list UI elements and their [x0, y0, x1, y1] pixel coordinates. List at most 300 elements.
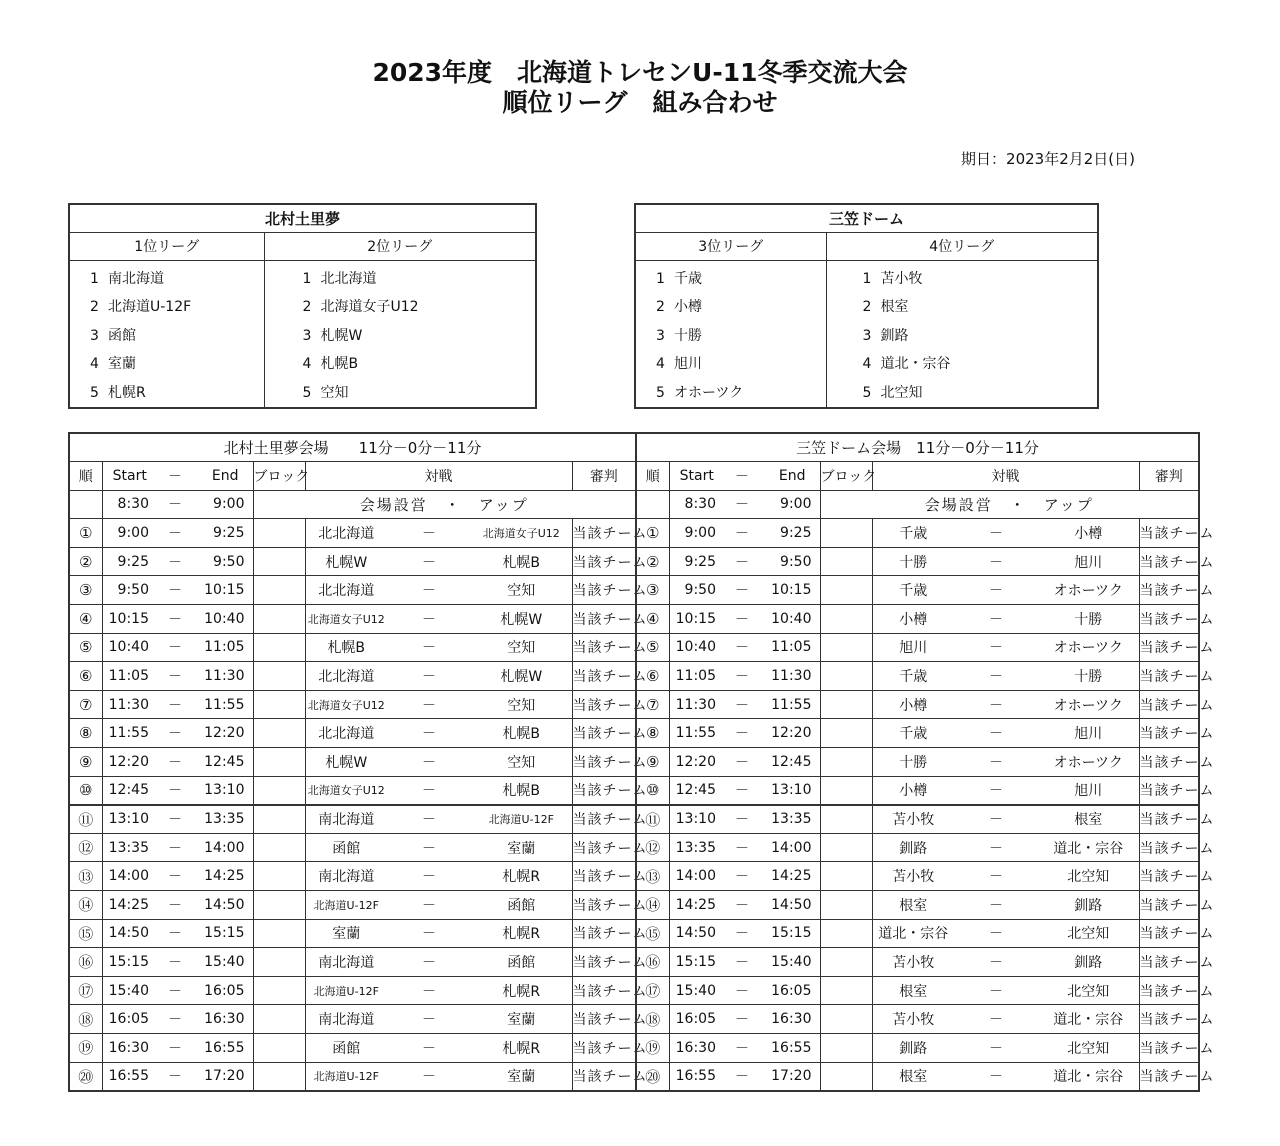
time-dash: －	[157, 576, 193, 605]
match-block	[253, 1033, 305, 1062]
match-home-team: 千歳	[872, 519, 954, 548]
match-start: 9:25	[102, 547, 157, 576]
match-end: 9:25	[193, 519, 253, 548]
match-start: 14:50	[669, 919, 724, 948]
match-row	[636, 633, 1199, 662]
col-block: ブロック	[820, 462, 872, 491]
setup-start: 8:30	[102, 490, 157, 519]
match-vs: －	[387, 662, 471, 691]
match-block	[253, 1005, 305, 1034]
match-block	[820, 605, 872, 634]
match-vs: －	[954, 948, 1038, 977]
match-home-team: 札幌W	[305, 547, 387, 576]
match-number: ⑱	[69, 1005, 102, 1034]
time-dash: －	[157, 633, 193, 662]
match-number: ⑥	[636, 662, 669, 691]
match-row	[636, 719, 1199, 748]
match-end: 16:55	[760, 1033, 820, 1062]
match-start: 14:25	[669, 891, 724, 920]
match-row	[636, 1062, 1199, 1091]
match-number: ①	[636, 519, 669, 548]
time-dash: －	[157, 519, 193, 548]
col-referee: 審判	[1139, 462, 1199, 491]
match-home-team: 函館	[305, 1033, 387, 1062]
match-away-team: 札幌B	[471, 776, 572, 805]
match-vs: －	[387, 633, 471, 662]
match-start: 11:05	[669, 662, 724, 691]
match-start: 12:45	[669, 776, 724, 805]
match-number: ⑦	[69, 690, 102, 719]
match-row	[69, 748, 636, 777]
league-team: 3 函館	[90, 327, 136, 344]
match-referee: 当該チーム	[1139, 862, 1199, 891]
match-row	[636, 862, 1199, 891]
document-title: 2023年度 北海道トレセンU-11冬季交流大会	[372, 58, 908, 87]
setup-dash: －	[157, 490, 193, 519]
league-team-list	[826, 260, 1098, 408]
col-start: Start	[102, 462, 157, 491]
match-away-team: 函館	[471, 891, 572, 920]
time-dash: －	[157, 891, 193, 920]
league-group-name: 2位リーグ	[264, 232, 536, 260]
match-referee: 当該チーム	[1139, 662, 1199, 691]
match-vs: －	[954, 633, 1038, 662]
match-row	[636, 948, 1199, 977]
time-dash: －	[724, 862, 760, 891]
match-start: 16:30	[102, 1033, 157, 1062]
match-vs: －	[954, 919, 1038, 948]
match-block	[820, 862, 872, 891]
match-end: 13:35	[760, 805, 820, 834]
match-block	[820, 976, 872, 1005]
match-row	[69, 948, 636, 977]
match-block	[253, 748, 305, 777]
match-home-team: 北北海道	[305, 519, 387, 548]
match-away-team: 十勝	[1038, 662, 1139, 691]
match-away-team: 北海道U-12F	[471, 805, 572, 834]
match-start: 10:40	[669, 633, 724, 662]
match-block	[253, 633, 305, 662]
match-block	[253, 690, 305, 719]
match-block	[820, 891, 872, 920]
league-team: 3 十勝	[656, 327, 702, 344]
match-referee: 当該チーム	[1139, 633, 1199, 662]
match-away-team: 道北・宗谷	[1038, 1005, 1139, 1034]
match-block	[253, 805, 305, 834]
time-dash: －	[724, 948, 760, 977]
schedule-venue-title: 北村土里夢会場 11分－0分－11分	[69, 433, 636, 462]
match-start: 13:10	[102, 805, 157, 834]
match-block	[253, 1062, 305, 1091]
match-vs: －	[954, 1005, 1038, 1034]
league-team: 1 北北海道	[302, 270, 377, 287]
match-referee: 当該チーム	[1139, 690, 1199, 719]
time-dash: －	[157, 605, 193, 634]
match-end: 12:45	[760, 748, 820, 777]
match-vs: －	[387, 976, 471, 1005]
league-team: 1 苫小牧	[862, 270, 923, 287]
match-block	[820, 547, 872, 576]
match-start: 15:15	[102, 948, 157, 977]
match-row	[69, 519, 636, 548]
match-home-team: 釧路	[872, 1033, 954, 1062]
match-end: 16:30	[760, 1005, 820, 1034]
match-number: ⑯	[636, 948, 669, 977]
match-home-team: 十勝	[872, 748, 954, 777]
match-block	[253, 519, 305, 548]
match-end: 11:05	[760, 633, 820, 662]
match-end: 15:15	[193, 919, 253, 948]
time-dash: －	[724, 605, 760, 634]
schedule-table-kitamura	[68, 432, 648, 1092]
league-team-list	[69, 260, 264, 408]
match-away-team: オホーツク	[1038, 748, 1139, 777]
match-away-team: 札幌R	[471, 1033, 572, 1062]
match-end: 11:55	[193, 690, 253, 719]
league-team: 2 小樽	[656, 299, 702, 315]
match-block	[820, 805, 872, 834]
match-start: 12:20	[102, 748, 157, 777]
league-team: 3 札幌W	[302, 327, 363, 344]
match-end: 12:20	[193, 719, 253, 748]
match-number: ⑰	[69, 976, 102, 1005]
time-dash: －	[157, 1062, 193, 1091]
match-referee: 当該チーム	[572, 948, 636, 977]
time-dash: －	[724, 976, 760, 1005]
match-row	[636, 805, 1199, 834]
match-home-team: 苫小牧	[872, 948, 954, 977]
league-team: 4 札幌B	[302, 356, 359, 372]
match-number: ⑧	[69, 719, 102, 748]
schedule-table-mikasa	[635, 432, 1215, 1092]
match-number: ⑮	[69, 919, 102, 948]
match-away-team: 釧路	[1038, 891, 1139, 920]
match-number: ③	[636, 576, 669, 605]
match-block	[253, 919, 305, 948]
match-home-team: 函館	[305, 833, 387, 862]
match-end: 16:30	[193, 1005, 253, 1034]
col-block: ブロック	[253, 462, 305, 491]
match-start: 12:20	[669, 748, 724, 777]
match-number: ⑩	[69, 776, 102, 805]
match-home-team: 釧路	[872, 833, 954, 862]
league-group-name: 3位リーグ	[635, 232, 826, 260]
document-subtitle: 順位リーグ 組み合わせ	[502, 88, 778, 117]
league-team: 1 南北海道	[90, 270, 164, 287]
match-number: ⑱	[636, 1005, 669, 1034]
match-vs: －	[387, 690, 471, 719]
match-vs: －	[387, 519, 471, 548]
match-end: 17:20	[760, 1062, 820, 1091]
match-referee: 当該チーム	[1139, 576, 1199, 605]
match-block	[820, 748, 872, 777]
league-group-name: 1位リーグ	[69, 232, 264, 260]
setup-label: 会場設営 ・ アップ	[253, 490, 636, 519]
match-away-team: 函館	[471, 948, 572, 977]
match-number: ⑧	[636, 719, 669, 748]
match-number: ④	[636, 605, 669, 634]
match-row	[69, 547, 636, 576]
time-dash: －	[724, 776, 760, 805]
league-team: 4 室蘭	[90, 356, 136, 372]
match-number: ③	[69, 576, 102, 605]
match-start: 11:55	[102, 719, 157, 748]
match-end: 15:40	[193, 948, 253, 977]
match-referee: 当該チーム	[572, 1005, 636, 1034]
match-home-team: 南北海道	[305, 1005, 387, 1034]
match-referee: 当該チーム	[572, 576, 636, 605]
setup-label: 会場設営 ・ アップ	[820, 490, 1199, 519]
match-block	[253, 891, 305, 920]
time-dash: －	[724, 690, 760, 719]
match-block	[820, 576, 872, 605]
match-end: 11:55	[760, 690, 820, 719]
league-team: 5 空知	[302, 384, 349, 401]
time-dash: －	[157, 547, 193, 576]
match-vs: －	[387, 748, 471, 777]
match-number: ⑫	[69, 833, 102, 862]
match-referee: 当該チーム	[572, 919, 636, 948]
match-referee: 当該チーム	[1139, 976, 1199, 1005]
match-home-team: 北海道U-12F	[305, 1062, 387, 1091]
match-home-team: 根室	[872, 1062, 954, 1091]
match-away-team: 室蘭	[471, 1005, 572, 1034]
match-block	[253, 605, 305, 634]
match-home-team: 北海道女子U12	[305, 690, 387, 719]
match-start: 10:15	[669, 605, 724, 634]
match-end: 14:50	[193, 891, 253, 920]
match-row	[69, 805, 636, 834]
match-start: 16:05	[669, 1005, 724, 1034]
match-home-team: 道北・宗谷	[872, 919, 954, 948]
match-home-team: 千歳	[872, 662, 954, 691]
match-away-team: 十勝	[1038, 605, 1139, 634]
match-referee: 当該チーム	[572, 776, 636, 805]
schedule-venue-title: 三笠ドーム会場 11分－0分－11分	[636, 433, 1199, 462]
match-start: 13:35	[669, 833, 724, 862]
match-start: 16:05	[102, 1005, 157, 1034]
match-number: ⑰	[636, 976, 669, 1005]
match-block	[253, 976, 305, 1005]
match-away-team: 室蘭	[471, 833, 572, 862]
match-referee: 当該チーム	[572, 833, 636, 862]
match-away-team: オホーツク	[1038, 690, 1139, 719]
match-vs: －	[954, 690, 1038, 719]
match-home-team: 根室	[872, 891, 954, 920]
match-home-team: 北海道女子U12	[305, 605, 387, 634]
match-referee: 当該チーム	[572, 862, 636, 891]
match-row	[636, 690, 1199, 719]
match-home-team: 北海道女子U12	[305, 776, 387, 805]
match-vs: －	[387, 1062, 471, 1091]
league-team: 5 札幌R	[90, 384, 146, 401]
match-row	[69, 1033, 636, 1062]
match-row	[636, 976, 1199, 1005]
match-start: 11:55	[669, 719, 724, 748]
match-block	[253, 719, 305, 748]
match-home-team: 札幌W	[305, 748, 387, 777]
match-referee: 当該チーム	[572, 662, 636, 691]
time-dash: －	[724, 891, 760, 920]
match-referee: 当該チーム	[572, 633, 636, 662]
match-vs: －	[954, 605, 1038, 634]
time-dash: －	[157, 1005, 193, 1034]
match-number: ⑳	[69, 1062, 102, 1091]
match-vs: －	[954, 547, 1038, 576]
match-home-team: 北北海道	[305, 719, 387, 748]
match-referee: 当該チーム	[1139, 547, 1199, 576]
match-home-team: 北北海道	[305, 576, 387, 605]
time-dash: －	[157, 662, 193, 691]
match-block	[820, 776, 872, 805]
match-away-team: 室蘭	[471, 1062, 572, 1091]
match-referee: 当該チーム	[572, 690, 636, 719]
match-away-team: 道北・宗谷	[1038, 1062, 1139, 1091]
match-home-team: 苫小牧	[872, 1005, 954, 1034]
league-team: 4 旭川	[656, 356, 702, 372]
match-referee: 当該チーム	[572, 1033, 636, 1062]
time-dash: －	[157, 690, 193, 719]
match-row	[636, 1033, 1199, 1062]
match-home-team: 北海道U-12F	[305, 891, 387, 920]
match-row	[69, 919, 636, 948]
match-referee: 当該チーム	[572, 891, 636, 920]
match-number: ⑭	[69, 891, 102, 920]
match-away-team: 道北・宗谷	[1038, 833, 1139, 862]
match-referee: 当該チーム	[572, 805, 636, 834]
match-number: ⑲	[636, 1033, 669, 1062]
setup-start: 8:30	[669, 490, 724, 519]
col-end: End	[760, 462, 820, 491]
event-date: 期日：2023年2月2日(日)	[961, 150, 1135, 168]
match-start: 9:50	[669, 576, 724, 605]
match-number: ⑪	[636, 805, 669, 834]
match-number: ⑨	[636, 748, 669, 777]
match-referee: 当該チーム	[1139, 833, 1199, 862]
match-vs: －	[387, 776, 471, 805]
match-row	[69, 776, 636, 805]
match-block	[820, 662, 872, 691]
match-number: ⑯	[69, 948, 102, 977]
match-block	[253, 662, 305, 691]
match-referee: 当該チーム	[1139, 1062, 1199, 1091]
match-end: 10:40	[760, 605, 820, 634]
match-vs: －	[387, 605, 471, 634]
match-row	[69, 1062, 636, 1091]
match-away-team: 北空知	[1038, 862, 1139, 891]
match-away-team: 旭川	[1038, 719, 1139, 748]
match-referee: 当該チーム	[1139, 719, 1199, 748]
match-row	[636, 576, 1199, 605]
match-row	[69, 862, 636, 891]
match-start: 12:45	[102, 776, 157, 805]
match-away-team: 北海道女子U12	[471, 519, 572, 548]
match-number: ⑥	[69, 662, 102, 691]
col-order: 順	[69, 462, 102, 491]
match-vs: －	[954, 1062, 1038, 1091]
match-end: 9:25	[760, 519, 820, 548]
match-start: 16:55	[669, 1062, 724, 1091]
match-vs: －	[387, 919, 471, 948]
match-home-team: 南北海道	[305, 948, 387, 977]
match-vs: －	[387, 1033, 471, 1062]
match-away-team: 釧路	[1038, 948, 1139, 977]
match-end: 16:05	[760, 976, 820, 1005]
match-number: ⑮	[636, 919, 669, 948]
match-home-team: 千歳	[872, 576, 954, 605]
match-block	[253, 576, 305, 605]
match-start: 14:00	[669, 862, 724, 891]
match-row	[69, 976, 636, 1005]
match-number: ⑤	[636, 633, 669, 662]
match-start: 9:00	[669, 519, 724, 548]
match-block	[253, 948, 305, 977]
match-row	[69, 1005, 636, 1034]
match-away-team: 札幌R	[471, 976, 572, 1005]
match-home-team: 札幌B	[305, 633, 387, 662]
match-number: ⑭	[636, 891, 669, 920]
match-row	[636, 605, 1199, 634]
match-vs: －	[387, 719, 471, 748]
match-referee: 当該チーム	[572, 748, 636, 777]
league-team: 2 北海道U-12F	[90, 299, 192, 315]
time-dash: －	[724, 1005, 760, 1034]
setup-row	[69, 490, 636, 519]
match-vs: －	[387, 576, 471, 605]
match-vs: －	[954, 662, 1038, 691]
time-dash: －	[157, 833, 193, 862]
match-vs: －	[387, 891, 471, 920]
col-dash: －	[724, 462, 760, 491]
time-dash: －	[724, 919, 760, 948]
match-end: 10:15	[760, 576, 820, 605]
time-dash: －	[157, 776, 193, 805]
match-away-team: 札幌R	[471, 862, 572, 891]
match-home-team: 南北海道	[305, 805, 387, 834]
match-number: ⑬	[636, 862, 669, 891]
match-number: ①	[69, 519, 102, 548]
match-home-team: 小樽	[872, 605, 954, 634]
league-venue: 三笠ドーム	[635, 204, 1098, 232]
match-row	[636, 748, 1199, 777]
match-block	[820, 519, 872, 548]
time-dash: －	[724, 748, 760, 777]
league-team-list	[635, 260, 826, 408]
time-dash: －	[724, 1062, 760, 1091]
match-referee: 当該チーム	[572, 976, 636, 1005]
match-block	[253, 862, 305, 891]
match-end: 9:50	[760, 547, 820, 576]
match-start: 9:25	[669, 547, 724, 576]
league-table-mikasa	[634, 203, 1099, 409]
match-start: 9:00	[102, 519, 157, 548]
match-end: 9:50	[193, 547, 253, 576]
match-start: 14:00	[102, 862, 157, 891]
match-block	[820, 1062, 872, 1091]
league-table-kitamura	[68, 203, 537, 409]
match-row	[69, 662, 636, 691]
match-away-team: 空知	[471, 576, 572, 605]
match-end: 13:35	[193, 805, 253, 834]
match-start: 11:30	[669, 690, 724, 719]
match-row	[69, 891, 636, 920]
match-referee: 当該チーム	[1139, 519, 1199, 548]
match-row	[636, 776, 1199, 805]
match-start: 11:05	[102, 662, 157, 691]
match-vs: －	[954, 805, 1038, 834]
match-start: 10:40	[102, 633, 157, 662]
match-end: 12:45	[193, 748, 253, 777]
